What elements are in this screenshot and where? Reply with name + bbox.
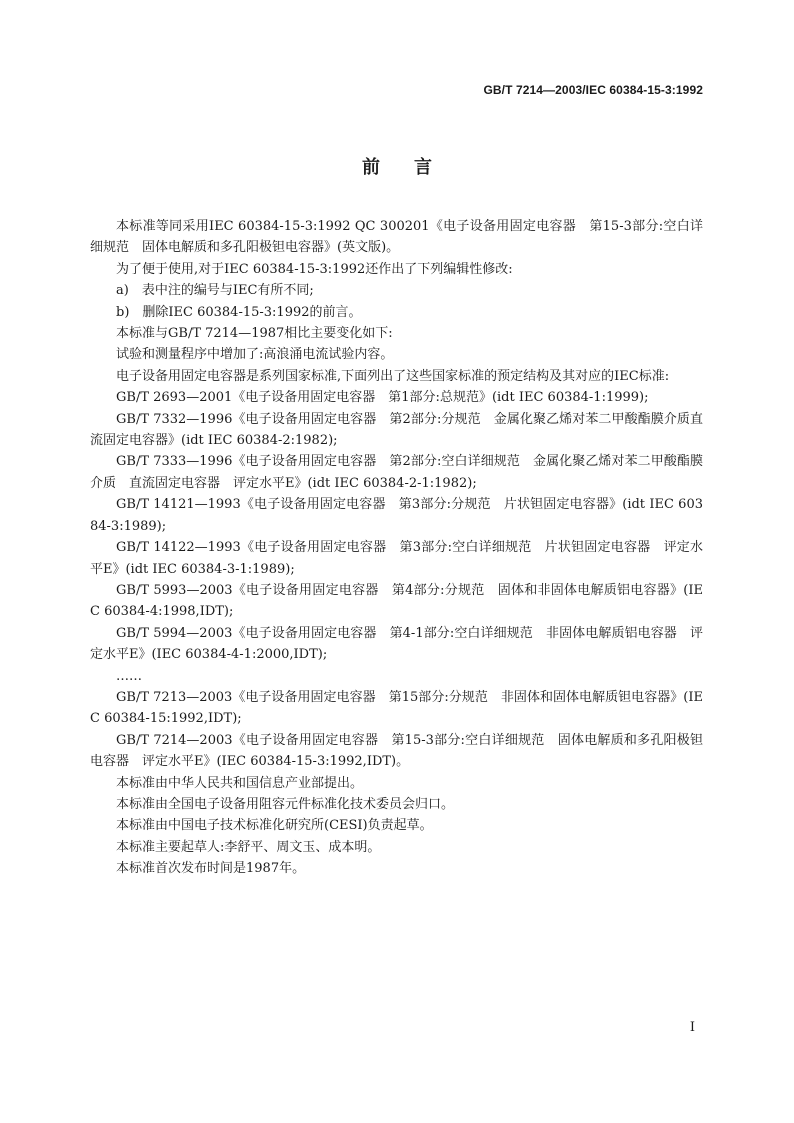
standard-reference: GB/T 7214—2003《电子设备用固定电容器 第15-3部分:空白详细规范 固体电解质和多孔阳极钽电容器 评定水平E》(IEC 60384-15-3:1992,IDT)。 (90, 732, 703, 770)
standard-reference: GB/T 14121—1993《电子设备用固定电容器 第3部分:分规范 片状钽固定电容器》(idt IEC 60384-3:1989); (90, 497, 703, 534)
paragraph: 本标准由中华人民共和国信息产业部提出。 (116, 775, 364, 791)
standard-reference: GB/T 7333—1996《电子设备用固定电容器 第2部分:空白详细规范 金属化聚乙烯对苯二甲酸酯膜介质 直流固定电容器 评定水平E》(idt IEC 60384-2-1:1982); (90, 454, 703, 491)
standard-reference: GB/T 7332—1996《电子设备用固定电容器 第2部分:分规范 金属化聚乙烯对苯二甲酸酯膜介质直流固定电容器》(idt IEC 60384-2:1982); (90, 411, 703, 449)
paragraph: 本标准等同采用IEC 60384-15-3:1992 QC 300201《电子设备用固定电容器 第15-3部分:空白详细规范 固体电解质和多孔阳极钽电容器》(英文版)。 (90, 219, 703, 256)
standard-reference: GB/T 5994—2003《电子设备用固定电容器 第4-1部分:空白详细规范 非固体电解质铝电容器 评定水平E》(IEC 60384-4-1:2000,IDT); (90, 625, 703, 663)
paragraph: 为了便于使用,对于IEC 60384-15-3:1992还作出了下列编辑性修改: (116, 261, 513, 277)
ellipsis: …… (116, 668, 142, 684)
list-item: b) 删除IEC 60384-15-3:1992的前言。 (116, 304, 362, 320)
paragraph: 本标准与GB/T 7214—1987相比主要变化如下: (116, 326, 393, 342)
paragraph: 试验和测量程序中增加了:高浪涌电流试验内容。 (116, 347, 394, 363)
standard-reference: GB/T 7213—2003《电子设备用固定电容器 第15部分:分规范 非固体和固体电解质钽电容器》(IEC 60384-15:1992,IDT); (90, 689, 703, 727)
standard-reference: GB/T 2693—2001《电子设备用固定电容器 第1部分:总规范》(idt IEC 60384-1:1999); (116, 390, 649, 406)
foreword-body (90, 216, 703, 880)
paragraph: 本标准主要起草人:李舒平、周文玉、成本明。 (116, 839, 381, 855)
page-title: 前言 (362, 157, 466, 178)
paragraph: 本标准首次发布时间是1987年。 (116, 861, 306, 877)
standard-code-header: GB/T 7214—2003/IEC 60384-15-3:1992 (483, 83, 703, 97)
paragraph: 电子设备用固定电容器是系列国家标准,下面列出了这些国家标准的预定结构及其对应的IEC标准: (116, 368, 670, 384)
list-item: a) 表中注的编号与IEC有所不同; (116, 283, 314, 299)
standard-reference: GB/T 5993—2003《电子设备用固定电容器 第4部分:分规范 固体和非固体电解质铝电容器》(IEC 60384-4:1998,IDT); (90, 582, 703, 620)
paragraph: 本标准由全国电子设备用阻容元件标准化技术委员会归口。 (116, 796, 455, 812)
paragraph: 本标准由中国电子技术标准化研究所(CESI)负责起草。 (116, 818, 433, 834)
page-number: I (689, 1020, 695, 1035)
standard-reference: GB/T 14122—1993《电子设备用固定电容器 第3部分:空白详细规范 片状钽固定电容器 评定水平E》(idt IEC 60384-3-1:1989); (90, 540, 703, 577)
